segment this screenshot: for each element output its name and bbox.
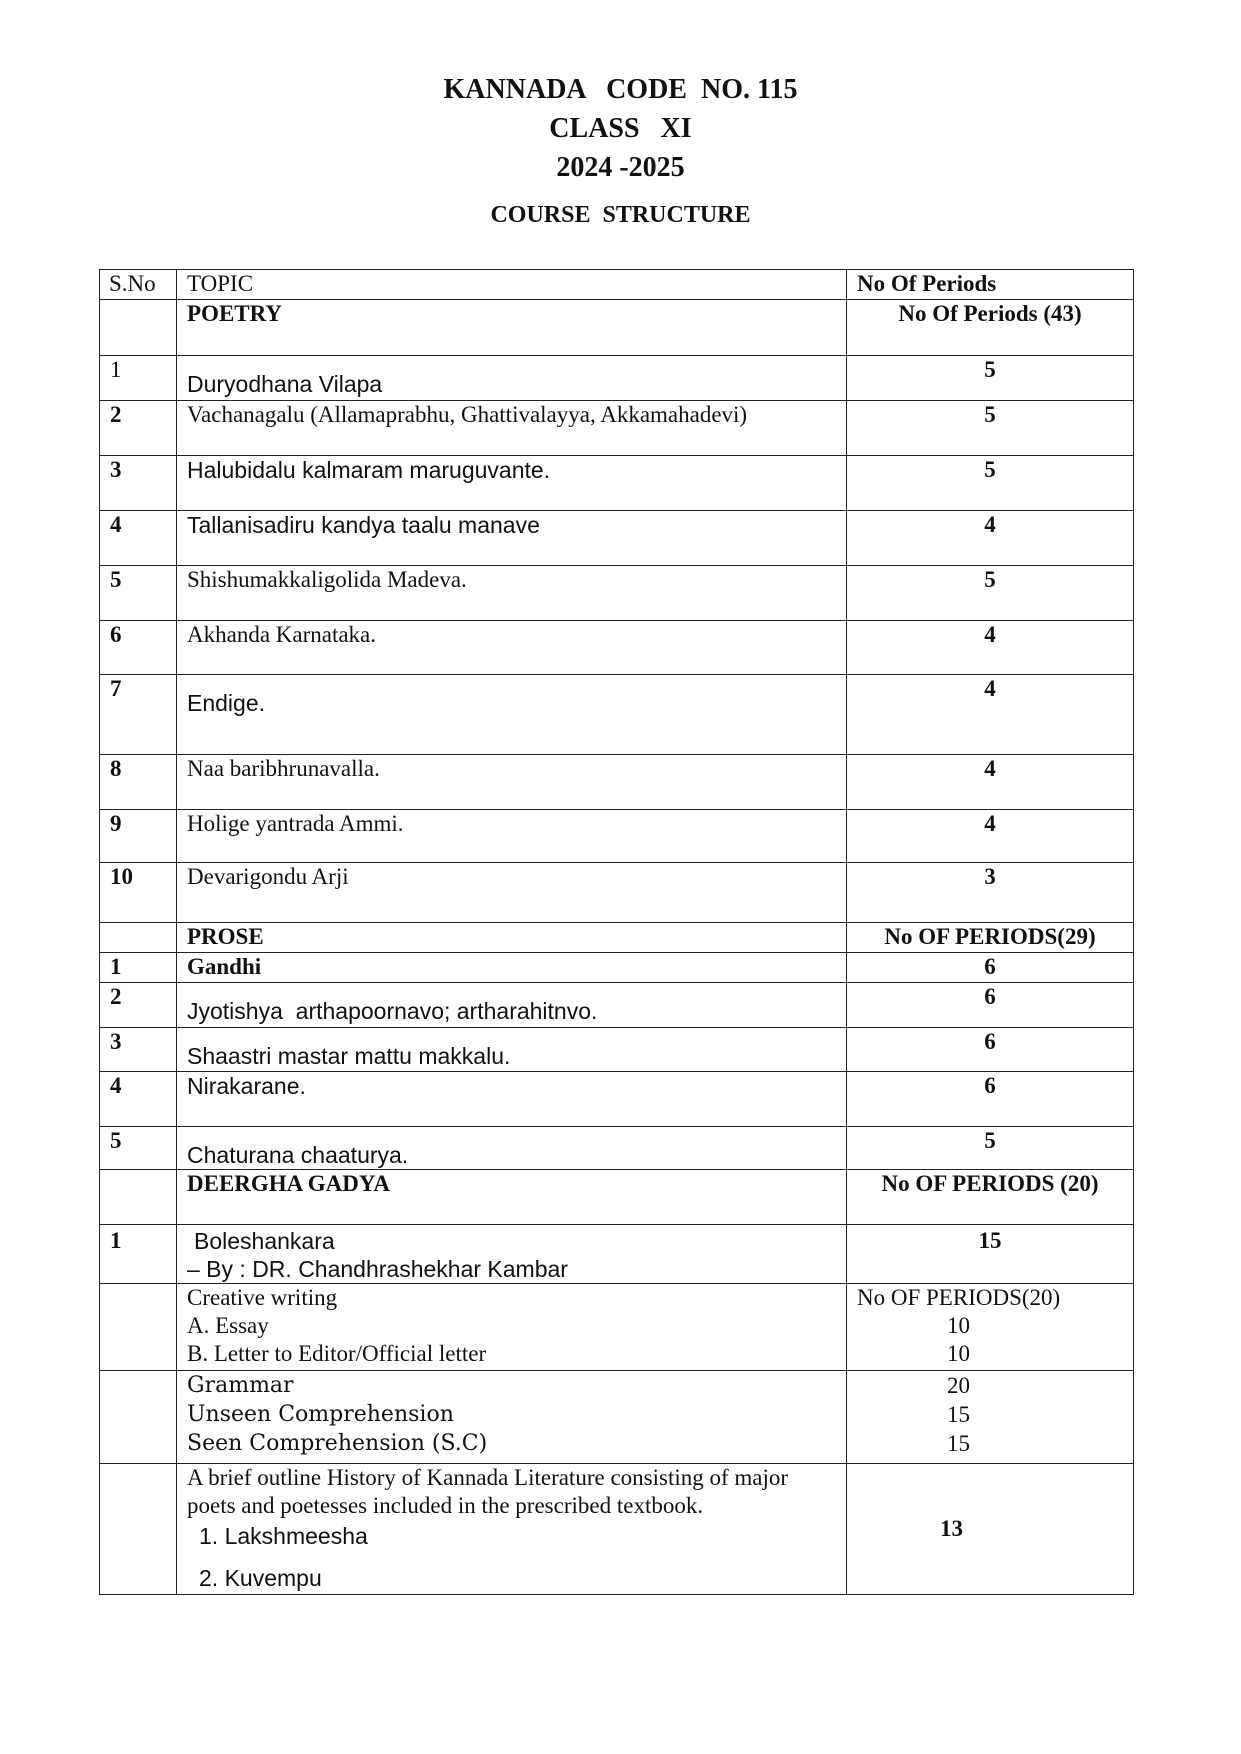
seen-comprehension: Seen Comprehension (S.C) bbox=[187, 1431, 488, 1456]
row-topic bbox=[177, 1225, 847, 1284]
row-topic bbox=[177, 675, 847, 755]
row-topic: Naa baribhrunavalla. bbox=[177, 755, 847, 810]
creative-essay-periods: 10 bbox=[947, 1313, 970, 1338]
row-topic: Devarigondu Arji bbox=[177, 863, 847, 923]
unseen-periods: 15 bbox=[947, 1402, 970, 1427]
poet-kuvempu: 2. Kuvempu bbox=[199, 1565, 322, 1591]
creative-topics bbox=[177, 1284, 847, 1371]
row-number: 4 bbox=[100, 511, 177, 566]
table-row bbox=[100, 755, 1134, 810]
row-periods: 4 bbox=[847, 675, 1134, 755]
topic-text: Shaastri mastar mattu makkalu. bbox=[187, 1043, 511, 1069]
row-periods: 5 bbox=[847, 401, 1134, 456]
table-header-row bbox=[100, 270, 1134, 300]
row-periods: 5 bbox=[847, 356, 1134, 401]
row-number: 8 bbox=[100, 755, 177, 810]
academic-year: 2024 -2025 bbox=[556, 152, 685, 183]
deergha-section-row bbox=[100, 1170, 1134, 1225]
table-row bbox=[100, 621, 1134, 675]
row-periods: 4 bbox=[847, 810, 1134, 863]
row-topic bbox=[177, 983, 847, 1028]
table-row bbox=[100, 983, 1134, 1028]
grammar-row bbox=[100, 1371, 1134, 1464]
creative-writing-row bbox=[100, 1284, 1134, 1371]
row-periods: 6 bbox=[847, 983, 1134, 1028]
row-number: 7 bbox=[100, 675, 177, 755]
row-topic: Vachanagalu (Allamaprabhu, Ghattivalayya, Akkamahadevi) bbox=[177, 401, 847, 456]
grammar-topics bbox=[177, 1371, 847, 1464]
table-row bbox=[100, 675, 1134, 755]
topic-text: Jyotishya arthapoornavo; artharahitnvo. bbox=[187, 998, 598, 1024]
poetry-section-row bbox=[100, 300, 1134, 356]
row-topic bbox=[177, 456, 847, 511]
row-periods: 6 bbox=[847, 1072, 1134, 1127]
header-topic: TOPIC bbox=[177, 270, 847, 300]
row-topic: Akhanda Karnataka. bbox=[177, 621, 847, 675]
poetry-title: POETRY bbox=[177, 300, 847, 356]
row-topic: Shishumakkaligolida Madeva. bbox=[177, 566, 847, 621]
topic-text: Duryodhana Vilapa bbox=[187, 371, 383, 397]
row-periods: 5 bbox=[847, 566, 1134, 621]
row-number: 9 bbox=[100, 810, 177, 863]
row-number: 3 bbox=[100, 1028, 177, 1072]
row-periods: 4 bbox=[847, 621, 1134, 675]
row-topic bbox=[177, 356, 847, 401]
row-periods: 5 bbox=[847, 1127, 1134, 1170]
table-row bbox=[100, 401, 1134, 456]
row-number: 3 bbox=[100, 456, 177, 511]
creative-periods-cell bbox=[847, 1284, 1134, 1371]
row-number: 2 bbox=[100, 401, 177, 456]
poet-lakshmeesha: 1. Lakshmeesha bbox=[199, 1523, 368, 1549]
prose-title: PROSE bbox=[177, 923, 847, 953]
row-periods: 6 bbox=[847, 953, 1134, 983]
row-number: 2 bbox=[100, 983, 177, 1028]
topic-text: Chaturana chaaturya. bbox=[187, 1142, 409, 1168]
row-number: 5 bbox=[100, 566, 177, 621]
row-number: 4 bbox=[100, 1072, 177, 1127]
row-topic: Gandhi bbox=[177, 953, 847, 983]
table-row bbox=[100, 566, 1134, 621]
grammar-periods: 20 bbox=[947, 1373, 970, 1398]
creative-periods: No OF PERIODS(20) bbox=[857, 1285, 1061, 1310]
table-row bbox=[100, 1225, 1134, 1284]
row-number: 5 bbox=[100, 1127, 177, 1170]
table-row bbox=[100, 953, 1134, 983]
creative-letter-periods: 10 bbox=[947, 1341, 970, 1366]
topic-text: Halubidalu kalmaram maruguvante. bbox=[187, 457, 551, 483]
table-row bbox=[100, 1127, 1134, 1170]
row-number: 6 bbox=[100, 621, 177, 675]
header-periods: No Of Periods bbox=[847, 270, 1134, 300]
table-row bbox=[100, 1072, 1134, 1127]
creative-essay: A. Essay bbox=[187, 1313, 269, 1338]
row-topic bbox=[177, 1127, 847, 1170]
grammar-title: Grammar bbox=[187, 1373, 294, 1398]
creative-letter: B. Letter to Editor/Official letter bbox=[187, 1341, 487, 1366]
table-row bbox=[100, 356, 1134, 401]
row-number: 1 bbox=[100, 356, 177, 401]
class-title: CLASS XI bbox=[549, 113, 692, 144]
history-description: A brief outline History of Kannada Literature consisting of major poets and poetesses included in the prescribed textbook. bbox=[187, 1465, 789, 1518]
row-topic: Holige yantrada Ammi. bbox=[177, 810, 847, 863]
literature-history-topic bbox=[177, 1464, 847, 1595]
prose-periods: No OF PERIODS(29) bbox=[847, 923, 1134, 953]
seen-periods: 15 bbox=[947, 1431, 970, 1456]
subject-code-title: KANNADA CODE NO. 115 bbox=[443, 74, 798, 105]
creative-title: Creative writing bbox=[187, 1285, 338, 1310]
unseen-comprehension: Unseen Comprehension bbox=[187, 1402, 454, 1427]
course-structure-heading: COURSE STRUCTURE bbox=[490, 202, 751, 228]
row-number: 10 bbox=[100, 863, 177, 923]
row-periods: 15 bbox=[847, 1225, 1134, 1284]
row-topic bbox=[177, 1028, 847, 1072]
table-row bbox=[100, 810, 1134, 863]
row-periods: 3 bbox=[847, 863, 1134, 923]
row-periods: 5 bbox=[847, 456, 1134, 511]
table-row bbox=[100, 511, 1134, 566]
poetry-periods: No Of Periods (43) bbox=[847, 300, 1134, 356]
row-number: 1 bbox=[100, 953, 177, 983]
row-number: 1 bbox=[100, 1225, 177, 1284]
table-row bbox=[100, 1028, 1134, 1072]
literature-history-periods: 13 bbox=[847, 1464, 1134, 1595]
topic-author: – By : DR. Chandhrashekhar Kambar bbox=[187, 1256, 568, 1282]
table-row bbox=[100, 456, 1134, 511]
deergha-title: DEERGHA GADYA bbox=[177, 1170, 847, 1225]
row-topic bbox=[177, 1072, 847, 1127]
header-sno: S.No bbox=[100, 270, 177, 300]
topic-text: Tallanisadiru kandya taalu manave bbox=[187, 512, 540, 538]
grammar-periods-cell bbox=[847, 1371, 1134, 1464]
topic-text: Nirakarane. bbox=[187, 1073, 306, 1099]
deergha-periods: No OF PERIODS (20) bbox=[847, 1170, 1134, 1225]
topic-text: Endige. bbox=[187, 690, 266, 716]
row-topic bbox=[177, 511, 847, 566]
row-periods: 4 bbox=[847, 755, 1134, 810]
table-row bbox=[100, 863, 1134, 923]
course-structure-table bbox=[99, 269, 1134, 1595]
literature-history-row bbox=[100, 1464, 1134, 1595]
row-periods: 6 bbox=[847, 1028, 1134, 1072]
row-periods: 4 bbox=[847, 511, 1134, 566]
topic-title: Boleshankara bbox=[194, 1228, 335, 1254]
prose-section-row bbox=[100, 923, 1134, 953]
